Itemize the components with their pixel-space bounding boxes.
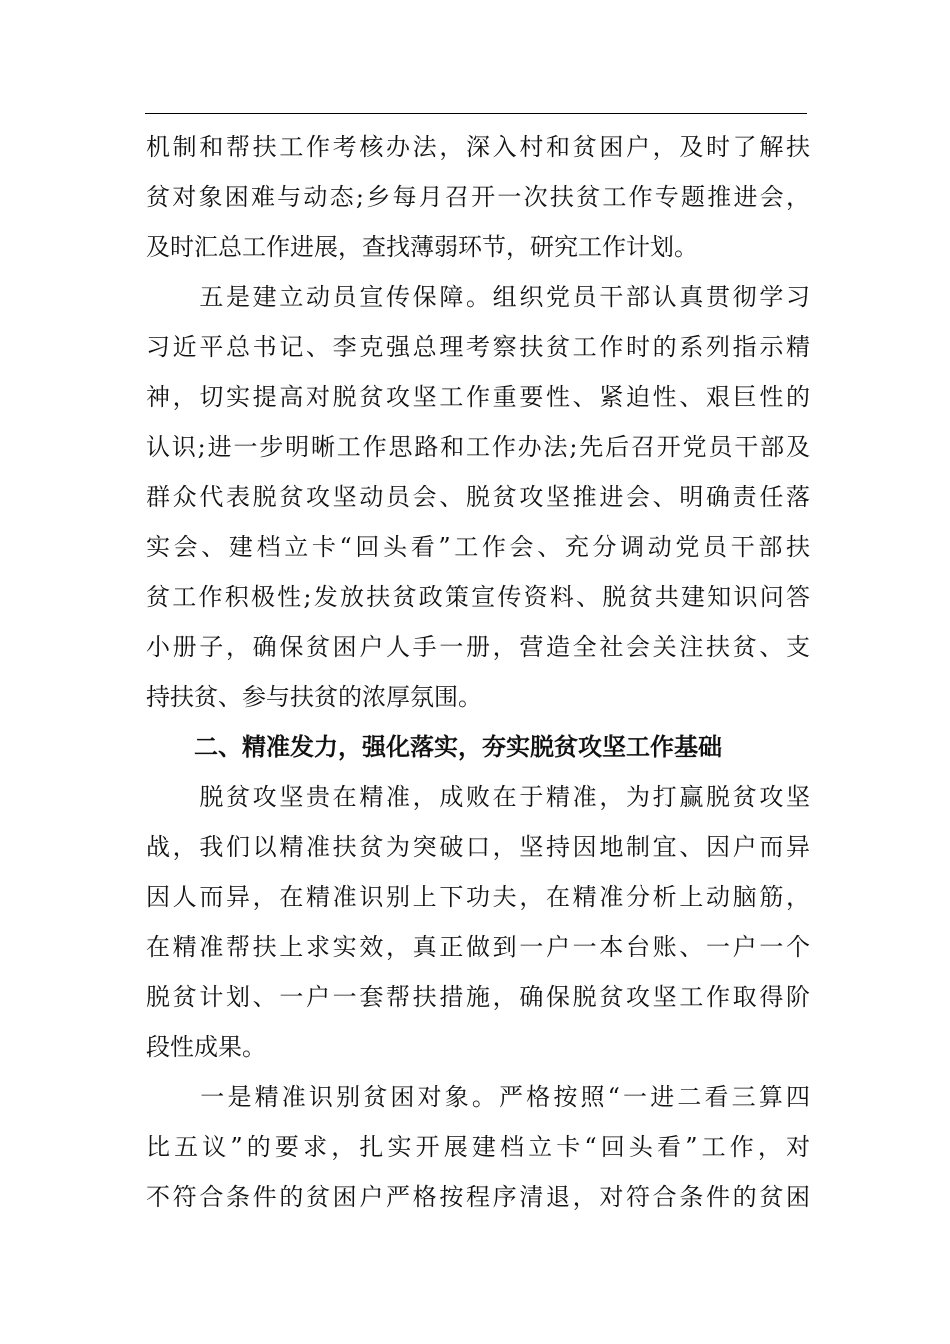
body-line: 小册子，确保贫困户人手一册，营造全社会关注扶贫、支	[146, 633, 810, 661]
body-line: 贫对象困难与动态;乡每月召开一次扶贫工作专题推进会，	[146, 183, 810, 211]
body-line: 脱贫攻坚贵在精准，成败在于精准，为打赢脱贫攻坚	[146, 783, 810, 811]
body-line: 一是精准识别贫困对象。严格按照“一进二看三算四	[146, 1083, 810, 1111]
body-line: 五是建立动员宣传保障。组织党员干部认真贯彻学习	[146, 283, 810, 311]
body-line: 群众代表脱贫攻坚动员会、脱贫攻坚推进会、明确责任落	[146, 483, 810, 511]
body-line: 比五议”的要求，扎实开展建档立卡“回头看”工作，对	[146, 1133, 810, 1161]
section-heading: 二、精准发力，强化落实，夯实脱贫攻坚工作基础	[146, 733, 722, 761]
body-line: 段性成果。	[146, 1033, 266, 1061]
body-line: 实会、建档立卡“回头看”工作会、充分调动党员干部扶	[146, 533, 810, 561]
body-line: 及时汇总工作进展，查找薄弱环节，研究工作计划。	[146, 233, 698, 261]
body-line: 神，切实提高对脱贫攻坚工作重要性、紧迫性、艰巨性的	[146, 383, 810, 411]
body-line: 认识;进一步明晰工作思路和工作办法;先后召开党员干部及	[146, 433, 810, 461]
body-line: 脱贫计划、一户一套帮扶措施，确保脱贫攻坚工作取得阶	[146, 983, 810, 1011]
body-line: 战，我们以精准扶贫为突破口，坚持因地制宜、因户而异	[146, 833, 810, 861]
body-line: 不符合条件的贫困户严格按程序清退，对符合条件的贫困	[146, 1183, 810, 1211]
header-rule	[145, 113, 807, 114]
body-line: 习近平总书记、李克强总理考察扶贫工作时的系列指示精	[146, 333, 810, 361]
body-line: 贫工作积极性;发放扶贫政策宣传资料、脱贫共建知识问答	[146, 583, 810, 611]
body-line: 机制和帮扶工作考核办法，深入村和贫困户，及时了解扶	[146, 133, 810, 161]
body-line: 在精准帮扶上求实效，真正做到一户一本台账、一户一个	[146, 933, 810, 961]
body-line: 持扶贫、参与扶贫的浓厚氛围。	[146, 683, 482, 711]
body-line: 因人而异，在精准识别上下功夫，在精准分析上动脑筋，	[146, 883, 810, 911]
